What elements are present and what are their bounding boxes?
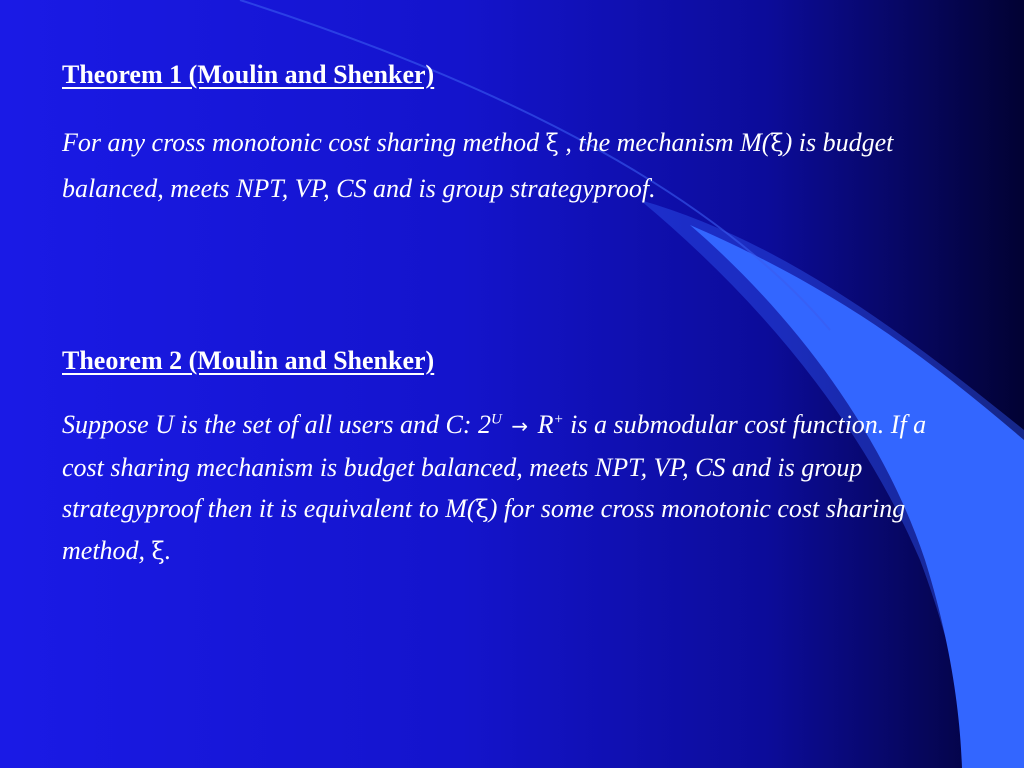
- xi-symbol: ξ: [770, 128, 784, 157]
- theorem-1-text-a: For any cross monotonic cost sharing method: [62, 127, 540, 157]
- xi-symbol: ξ: [475, 495, 489, 523]
- xi-symbol: ξ: [545, 128, 559, 157]
- theorem-2-title: Theorem 2 (Moulin and Shenker): [62, 346, 435, 375]
- theorem-1-text-b: , the mechanism M(: [565, 127, 771, 157]
- theorem-1-text-c: ) is budget balanced, meets NPT, VP, CS and is group strategyproof.: [62, 127, 894, 203]
- slide-content: [62, 58, 982, 565]
- theorem-2-body: [62, 404, 972, 572]
- theorem-2-period: .: [164, 536, 172, 565]
- theorem-1-body: [62, 120, 982, 212]
- theorem-2-text-c: ) for some cross monotonic cost sharing method,: [62, 494, 906, 565]
- theorem-1-title: Theorem 1 (Moulin and Shenker): [62, 60, 435, 89]
- superscript-plus: +: [553, 411, 564, 428]
- theorem-2-text-a: Suppose U is the set of all users and C: 2: [62, 410, 491, 439]
- theorem-2-text-r: R: [537, 410, 554, 439]
- arrow-symbol: →: [511, 414, 529, 438]
- theorem-2-text-b: is a submodular cost function. If a cost sharing mechanism is budget balanced, meets NPT, VP, CS and is group strategyproof then it is equivalent to M(: [62, 410, 927, 523]
- superscript-u: U: [491, 411, 502, 428]
- xi-symbol: ξ: [151, 537, 165, 565]
